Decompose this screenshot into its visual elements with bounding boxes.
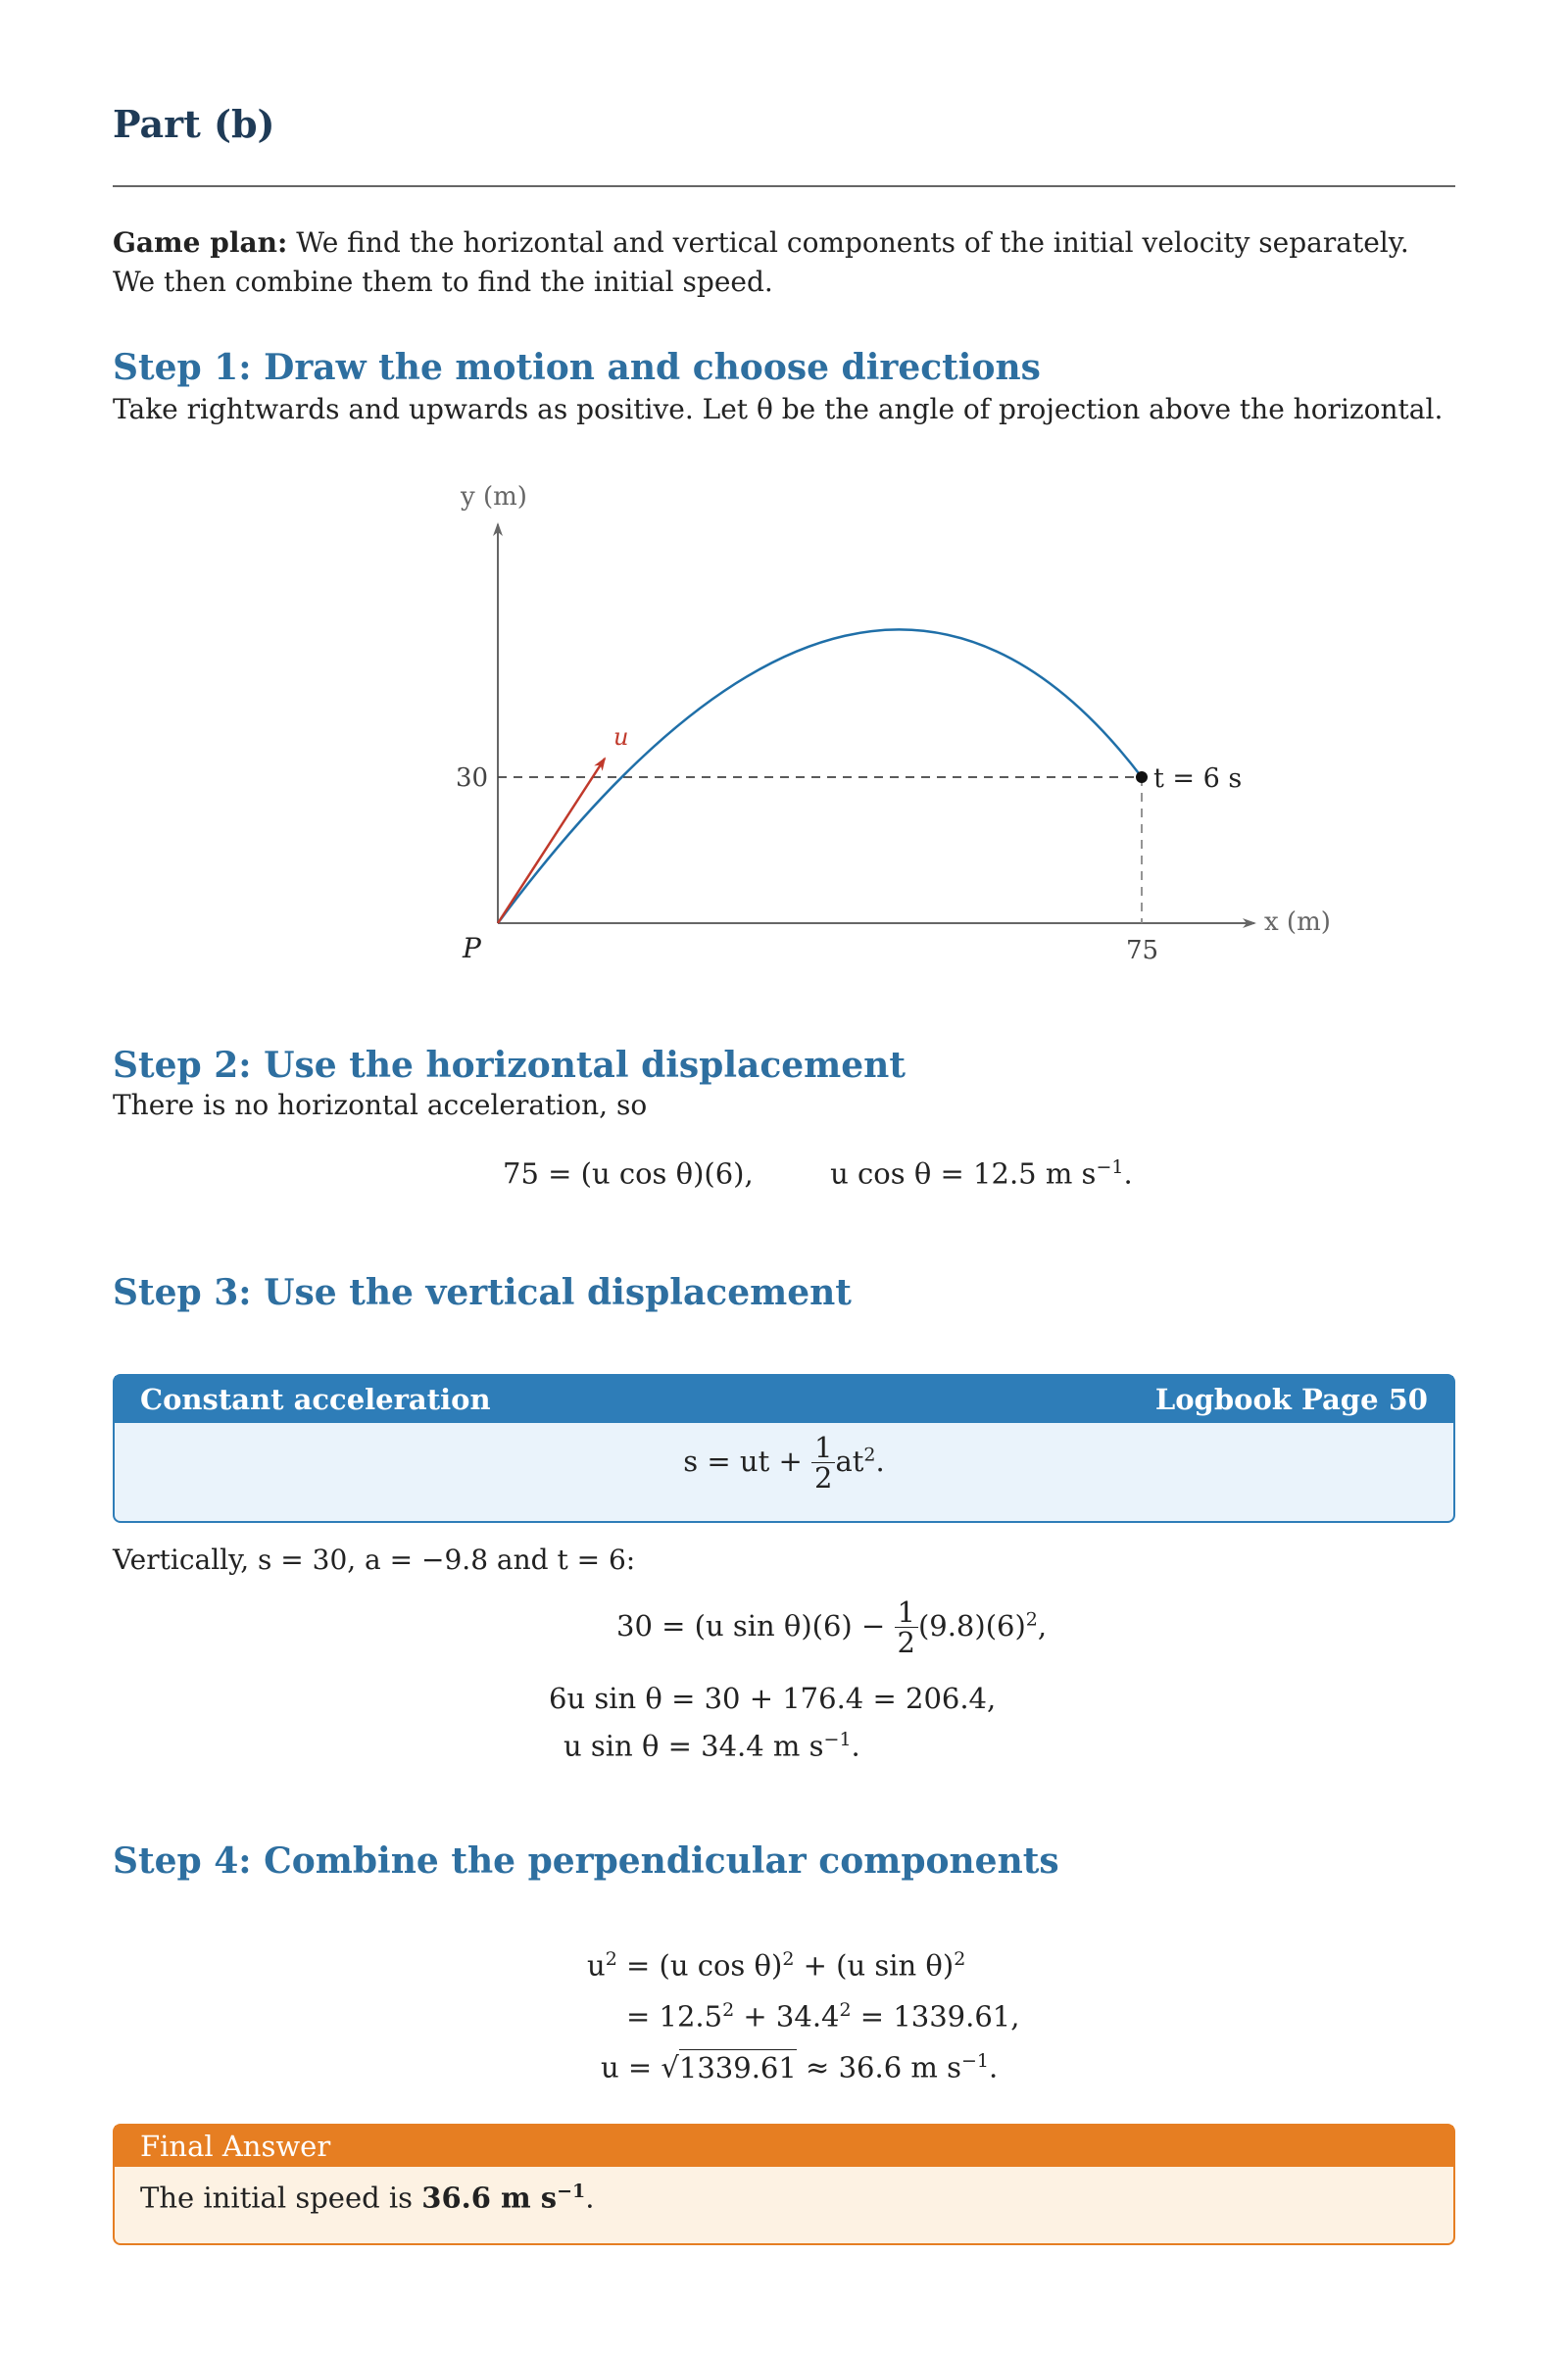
final-answer-header	[115, 2126, 1453, 2167]
l2-c: + 34.4	[734, 1999, 840, 2034]
final-answer-box	[113, 2124, 1455, 2245]
l3-c: ≈ 36.6 m s	[796, 2050, 961, 2084]
line1-right: (9.8)(6)	[917, 1608, 1026, 1643]
l3-d: −1	[960, 2050, 989, 2072]
step1-heading: Step 1: Draw the motion and choose directions	[113, 347, 1041, 388]
y-tick-30: 30	[456, 763, 489, 793]
l3-a: u =	[601, 2050, 662, 2084]
step2-eq-left: 75 = (u cos θ)(6),	[503, 1156, 754, 1191]
l3-e: .	[988, 2050, 999, 2084]
final-end: .	[585, 2181, 595, 2215]
part-title: Part (b)	[113, 102, 275, 146]
formula-exp: 2	[863, 1444, 876, 1466]
sqrt-radicand: 1339.61	[678, 2050, 797, 2084]
formula-den: 2	[813, 1461, 833, 1496]
l1-e: + (u sin θ)	[794, 1948, 955, 1983]
final-answer-title: Final Answer	[140, 2130, 331, 2163]
step3-line1	[616, 1597, 1047, 1658]
velocity-label: u	[613, 723, 629, 751]
initial-velocity-arrow	[498, 759, 605, 923]
line1-num: 1	[895, 1597, 918, 1628]
step3-line3	[564, 1729, 860, 1763]
line3-text: u sin θ = 34.4 m s	[564, 1729, 824, 1763]
formula-half	[811, 1433, 835, 1494]
constant-acceleration-header	[115, 1376, 1453, 1423]
origin-label: P	[463, 932, 481, 964]
trajectory-diagram	[318, 470, 1331, 980]
formula-left: s = ut +	[683, 1444, 803, 1478]
step2-eq-right: u cos θ = 12.5 m s	[830, 1156, 1097, 1191]
landing-point	[1136, 771, 1148, 783]
title-divider	[113, 185, 1455, 187]
l1-a: u	[587, 1948, 606, 1983]
time-label: t = 6 s	[1153, 763, 1243, 794]
line1-exp: 2	[1025, 1608, 1038, 1631]
x-axis-label: x (m)	[1264, 907, 1331, 937]
l2-e: = 1339.61,	[851, 1999, 1020, 2034]
step3-line2: 6u sin θ = 30 + 176.4 = 206.4,	[549, 1682, 997, 1715]
l1-b: 2	[605, 1948, 617, 1970]
step4-heading: Step 4: Combine the perpendicular components	[113, 1840, 1059, 1882]
step2-eq-exp: −1	[1096, 1156, 1124, 1178]
line1-left: 30 = (u sin θ)(6) −	[616, 1608, 886, 1643]
game-plan-label: Game plan:	[113, 226, 288, 259]
game-plan-text: We find the horizontal and vertical components of the initial velocity separately. We then combine them to find the initial speed.	[113, 226, 1409, 298]
x-tick-75: 75	[1126, 936, 1159, 965]
step4-line1	[587, 1948, 965, 1983]
y-axis-label: y (m)	[461, 482, 527, 512]
final-value: 36.6 m s	[421, 2181, 558, 2215]
formula-end: .	[875, 1444, 885, 1478]
step1-text: Take rightwards and upwards as positive. Let θ be the angle of projection above the horizontal.	[113, 393, 1444, 425]
step4-line2	[626, 1999, 1019, 2034]
step3-heading: Step 3: Use the vertical displacement	[113, 1272, 852, 1313]
step2-eq-end: .	[1123, 1156, 1133, 1191]
box-reference: Logbook Page 50	[1154, 1383, 1428, 1416]
line1-half	[895, 1597, 918, 1658]
step2-text: There is no horizontal acceleration, so	[113, 1089, 648, 1121]
sqrt-sign: √	[661, 2050, 679, 2084]
l1-d: 2	[782, 1948, 795, 1970]
l1-c: = (u cos θ)	[616, 1948, 783, 1983]
line1-end: ,	[1037, 1608, 1048, 1643]
final-value-exp: −1	[557, 2181, 586, 2202]
step4-line3	[601, 2050, 998, 2084]
constant-acceleration-box	[113, 1374, 1455, 1523]
final-answer-text	[115, 2167, 1453, 2229]
line3-end: .	[851, 1729, 860, 1763]
formula-right: at	[835, 1444, 864, 1478]
l2-d: 2	[839, 1999, 852, 2021]
suvat-formula	[115, 1433, 1453, 1494]
formula-num: 1	[811, 1433, 835, 1463]
line1-den: 2	[897, 1626, 915, 1660]
box-title: Constant acceleration	[140, 1383, 491, 1416]
step2-equation	[503, 1156, 1133, 1191]
step3-lead: Vertically, s = 30, a = −9.8 and t = 6:	[113, 1544, 636, 1576]
game-plan	[113, 223, 1455, 302]
step2-heading: Step 2: Use the horizontal displacement	[113, 1045, 906, 1086]
final-text: The initial speed is	[140, 2181, 422, 2215]
l1-f: 2	[954, 1948, 966, 1970]
line3-exp: −1	[823, 1729, 852, 1750]
l2-a: = 12.5	[626, 1999, 723, 2034]
l2-b: 2	[722, 1999, 735, 2021]
